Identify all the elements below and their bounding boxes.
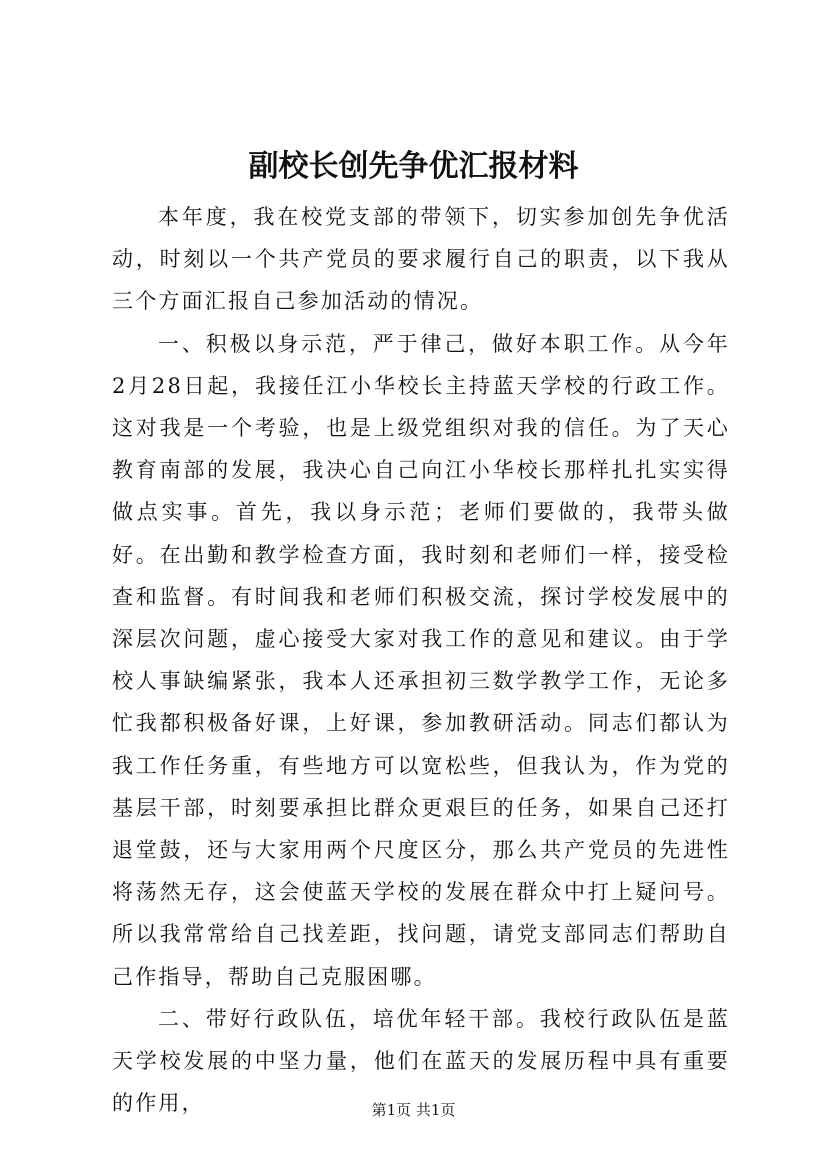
document-body [112, 196, 730, 1124]
document-title: 副校长创先争优汇报材料 [248, 149, 579, 184]
paragraph-section-two: 二、带好行政队伍，培优年轻干部。我校行政队伍是蓝天学校发展的中坚力量，他们在蓝天的发展历程中具有重要的作用， [112, 1006, 730, 1116]
paragraph-section-one: 一、积极以身示范，严于律己，做好本职工作。从今年2月28日起，我接任江小华校长主持蓝天学校的行政工作。这对我是一个考验，也是上级党组织对我的信任。为了天心教育南部的发展，我决心自己向江小华校长那样扎扎实实得做点实事。首先，我以身示范；老师们要做的，我带头做好。在出勤和教学检查方面，我时刻和老师们一样，接受检查和监督。有时间我和老师们积极交流，探讨学校发展中的深层次问题，虚心接受大家对我工作的意见和建议。由于学校人事缺编紧张，我本人还承担初三数学教学工作，无论多忙我都积极备好课，上好课，参加教研活动。同志们都认为我工作任务重，有些地方可以宽松些，但我认为，作为党的基层干部，时刻要承担比群众更艰巨的任务，如果自己还打退堂鼓，还与大家用两个尺度区分，那么共产党员的先进性将荡然无存，这会使蓝天学校的发展在群众中打上疑问号。所以我常常给自己找差距，找问题，请党支部同志们帮助自己作指导，帮助自己克服困哪。 [112, 331, 730, 989]
paragraph-intro: 本年度，我在校党支部的带领下，切实参加创先争优活动，时刻以一个共产党员的要求履行自己的职责，以下我从三个方面汇报自己参加活动的情况。 [112, 205, 730, 314]
page-number-footer: 第1页 共1页 [371, 1101, 456, 1119]
